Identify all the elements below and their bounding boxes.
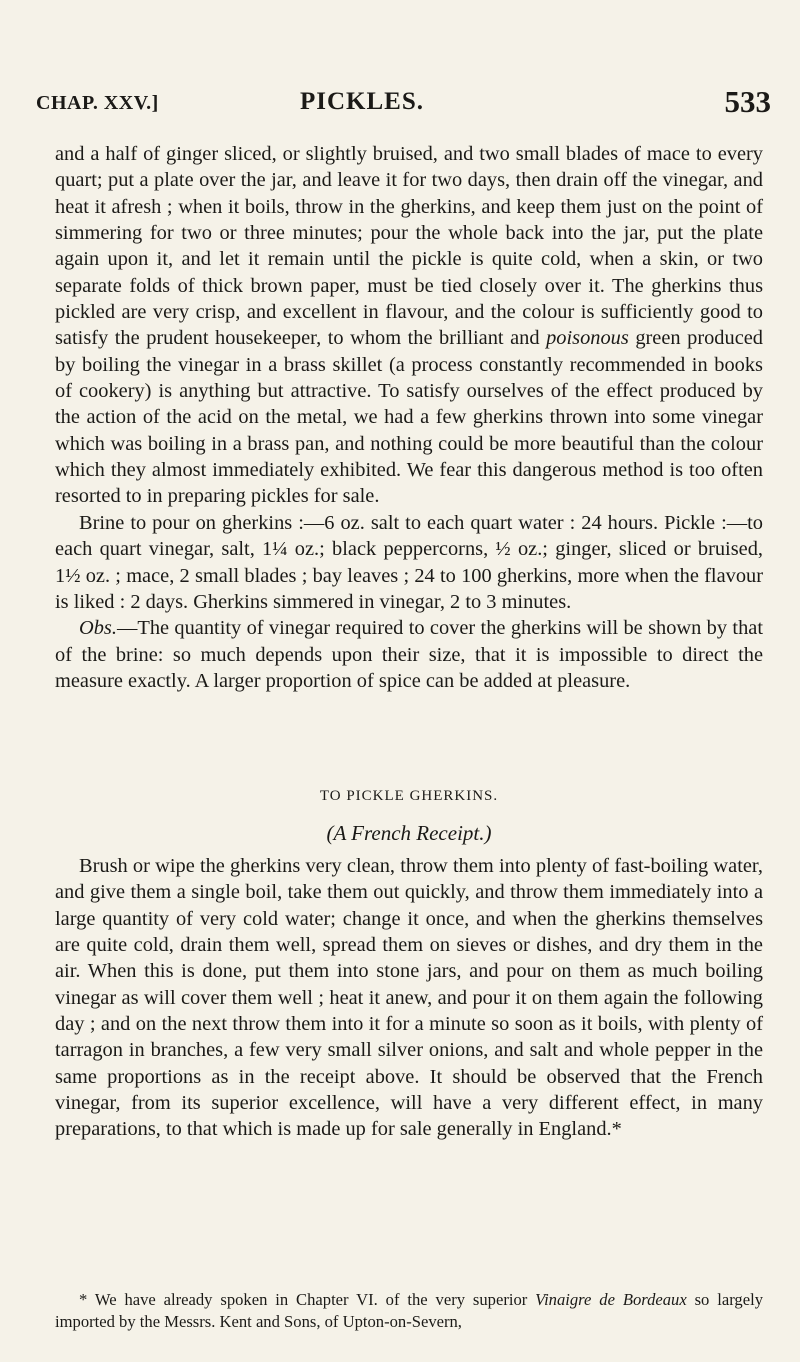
emphasis-text: Vinaigre de Bordeaux <box>535 1290 687 1309</box>
recipe-heading: TO PICKLE GHERKINS. <box>319 788 499 804</box>
recipe-text <box>55 853 763 1143</box>
chapter-label: CHAP. XXV.] <box>36 92 159 114</box>
text-segment: Brine to pour on gherkins :—6 oz. salt to each quart water : 24 hours. Pickle :—to each quart vinegar, salt, 1¼ oz.; black peppercorns, ½ oz.; ginger, sliced or bruised, 1½ oz. ; mace, 2 small blades ; bay leaves ; 24 to 100 gherkins, more when the flavour is liked : 2 days. Gherkins simmered in vinegar, 2 to 3 minutes. <box>55 511 763 613</box>
paragraph <box>55 853 763 1143</box>
page-number: 533 <box>724 84 771 119</box>
text-segment: so largely imported by the Messrs. Kent and Sons, of Upton-on-Severn, <box>55 1290 764 1331</box>
text-segment: green produced by boiling the vinegar in a brass skillet (a process constantly recommended in books of cookery) is anything but attractive. To satisfy ourselves of the effect produced by the action of the acid on the metal, we had a few gherkins thrown into some vinegar which was boiling in a brass pan, and nothing could be more beautiful than the colour which they almost immediately exhibited. We fear this dangerous method is too often resorted to in preparing pickles for sale. <box>55 327 763 508</box>
text-segment: Brush or wipe the gherkins very clean, throw them into plenty of fast-boiling water, and give them a single boil, take them out quickly, and throw them immediately into a large quantity of very cold water; change it once, and when the gherkins themselves are quite cold, drain them well, spread them on sieves or dishes, and dry them in the air. When this is done, put them into stone jars, and pour on them as much boiling vinegar as will cover them well ; heat it anew, and pour it on them again the following day ; and on the next throw them into it for a minute so soon as it boils, with plenty of tarragon in branches, a few very small silver onions, and salt and whole pepper in the same proportions as in the receipt above. It should be observed that the French vinegar, from its superior excellence, will have a very different effect, in many preparations, to that which is made up for sale generally in England.* <box>55 855 763 1141</box>
page-title: PICKLES. <box>300 88 425 115</box>
text-segment: —The quantity of vinegar required to cover the gherkins will be shown by that of the brine: so much depends upon their size, that it is impossible to direct the measure exactly. A larger proportion of spice can be added at pleasure. <box>55 617 763 692</box>
paragraph <box>55 141 763 510</box>
footnote-text <box>55 1289 763 1333</box>
paragraph <box>55 510 763 615</box>
main-text <box>55 141 763 694</box>
emphasis-text: poisonous <box>546 327 629 350</box>
recipe-subheading: (A French Receipt.) <box>326 821 492 845</box>
paragraph <box>55 615 763 694</box>
running-head <box>36 84 771 124</box>
obs-label: Obs. <box>79 617 117 640</box>
text-segment: * We have already spoken in Chapter VI. of the very superior <box>79 1290 536 1309</box>
footnote <box>55 1289 763 1333</box>
text-segment: and a half of ginger sliced, or slightly bruised, and two small blades of mace to every quart; put a plate over the jar, and leave it for two days, then drain off the vinegar, and heat it afresh ; when it boils, throw in the gherkins, and keep them just on the point of simmering for two or three minutes; pour the whole back into the jar, put the plate again upon it, and let it remain until the pickle is quite cold, when a skin, or two separate folds of thick brown paper, must be tied closely over it. The gherkins thus pickled are very crisp, and excellent in flavour, and the colour is sufficiently good to satisfy the prudent housekeeper, to whom the brilliant and <box>55 143 763 350</box>
